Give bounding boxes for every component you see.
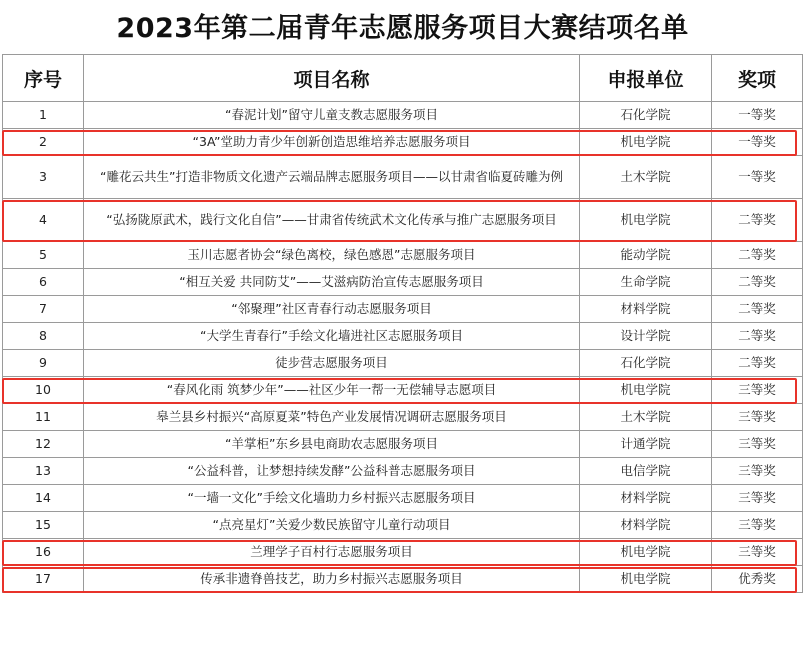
cell-seq: 9 [3,350,84,377]
cell-name: “点亮星灯”关爱少数民族留守儿童行动项目 [84,512,580,539]
header-seq: 序号 [3,55,84,102]
cell-unit: 石化学院 [580,350,712,377]
cell-seq: 15 [3,512,84,539]
cell-unit: 机电学院 [580,129,712,156]
cell-seq: 12 [3,431,84,458]
header-unit: 申报单位 [580,55,712,102]
cell-name: 玉川志愿者协会“绿色离校，绿色感恩”志愿服务项目 [84,242,580,269]
cell-award: 三等奖 [712,404,803,431]
cell-seq: 14 [3,485,84,512]
cell-name: “春风化雨 筑梦少年”——社区少年一帮一无偿辅导志愿项目 [84,377,580,404]
cell-unit: 材料学院 [580,296,712,323]
cell-award: 三等奖 [712,377,803,404]
cell-name: 兰理学子百村行志愿服务项目 [84,539,580,566]
cell-name: “雕花云共生”打造非物质文化遗产云端品牌志愿服务项目——以甘肃省临夏砖雕为例 [84,156,580,199]
cell-award: 二等奖 [712,199,803,242]
table-row [3,129,803,156]
header-row [3,55,803,102]
cell-name: 传承非遗脊兽技艺，助力乡村振兴志愿服务项目 [84,566,580,593]
table-row [3,539,803,566]
cell-name: “3A”堂助力青少年创新创造思维培养志愿服务项目 [84,129,580,156]
cell-name: “春泥计划”留守儿童支教志愿服务项目 [84,102,580,129]
cell-unit: 生命学院 [580,269,712,296]
table-row [3,156,803,199]
cell-seq: 7 [3,296,84,323]
cell-award: 三等奖 [712,512,803,539]
cell-unit: 机电学院 [580,539,712,566]
cell-seq: 6 [3,269,84,296]
cell-name: 皋兰县乡村振兴“高原夏菜”特色产业发展情况调研志愿服务项目 [84,404,580,431]
header-award: 奖项 [712,55,803,102]
cell-name: 徒步营志愿服务项目 [84,350,580,377]
cell-seq: 1 [3,102,84,129]
results-table [2,54,803,593]
cell-award: 优秀奖 [712,566,803,593]
cell-seq: 3 [3,156,84,199]
cell-award: 三等奖 [712,485,803,512]
cell-seq: 2 [3,129,84,156]
cell-seq: 11 [3,404,84,431]
cell-unit: 土木学院 [580,156,712,199]
cell-unit: 设计学院 [580,323,712,350]
cell-award: 一等奖 [712,102,803,129]
cell-award: 二等奖 [712,350,803,377]
cell-seq: 4 [3,199,84,242]
cell-unit: 计通学院 [580,431,712,458]
cell-award: 二等奖 [712,269,803,296]
cell-award: 三等奖 [712,458,803,485]
cell-unit: 材料学院 [580,485,712,512]
cell-award: 三等奖 [712,431,803,458]
table-row [3,458,803,485]
cell-name: “大学生青春行”手绘文化墙进社区志愿服务项目 [84,323,580,350]
cell-award: 一等奖 [712,129,803,156]
cell-unit: 机电学院 [580,566,712,593]
cell-unit: 电信学院 [580,458,712,485]
table-row [3,377,803,404]
cell-award: 二等奖 [712,296,803,323]
cell-award: 二等奖 [712,323,803,350]
table-row [3,566,803,593]
table-row [3,102,803,129]
cell-seq: 13 [3,458,84,485]
cell-name: “弘扬陇原武术，践行文化自信”——甘肃省传统武术文化传承与推广志愿服务项目 [84,199,580,242]
cell-award: 一等奖 [712,156,803,199]
table-row [3,323,803,350]
cell-unit: 能动学院 [580,242,712,269]
cell-name: “一墙一文化”手绘文化墙助力乡村振兴志愿服务项目 [84,485,580,512]
table-row [3,404,803,431]
table-row [3,199,803,242]
cell-award: 三等奖 [712,539,803,566]
table-row [3,296,803,323]
cell-unit: 机电学院 [580,199,712,242]
table-row [3,242,803,269]
cell-seq: 16 [3,539,84,566]
cell-name: “邻聚理”社区青春行动志愿服务项目 [84,296,580,323]
cell-unit: 机电学院 [580,377,712,404]
cell-seq: 8 [3,323,84,350]
cell-seq: 5 [3,242,84,269]
cell-unit: 石化学院 [580,102,712,129]
page-title: 2023年第二届青年志愿服务项目大赛结项名单 [116,13,689,44]
header-name: 项目名称 [84,55,580,102]
cell-seq: 10 [3,377,84,404]
cell-name: “羊掌柜”东乡县电商助农志愿服务项目 [84,431,580,458]
cell-unit: 土木学院 [580,404,712,431]
table-row [3,512,803,539]
cell-name: “公益科普，让梦想持续发酵”公益科普志愿服务项目 [84,458,580,485]
cell-name: “相互关爱 共同防艾”——艾滋病防治宣传志愿服务项目 [84,269,580,296]
table-row [3,350,803,377]
table-row [3,269,803,296]
cell-unit: 材料学院 [580,512,712,539]
table-row [3,431,803,458]
table-row [3,485,803,512]
cell-award: 二等奖 [712,242,803,269]
cell-seq: 17 [3,566,84,593]
